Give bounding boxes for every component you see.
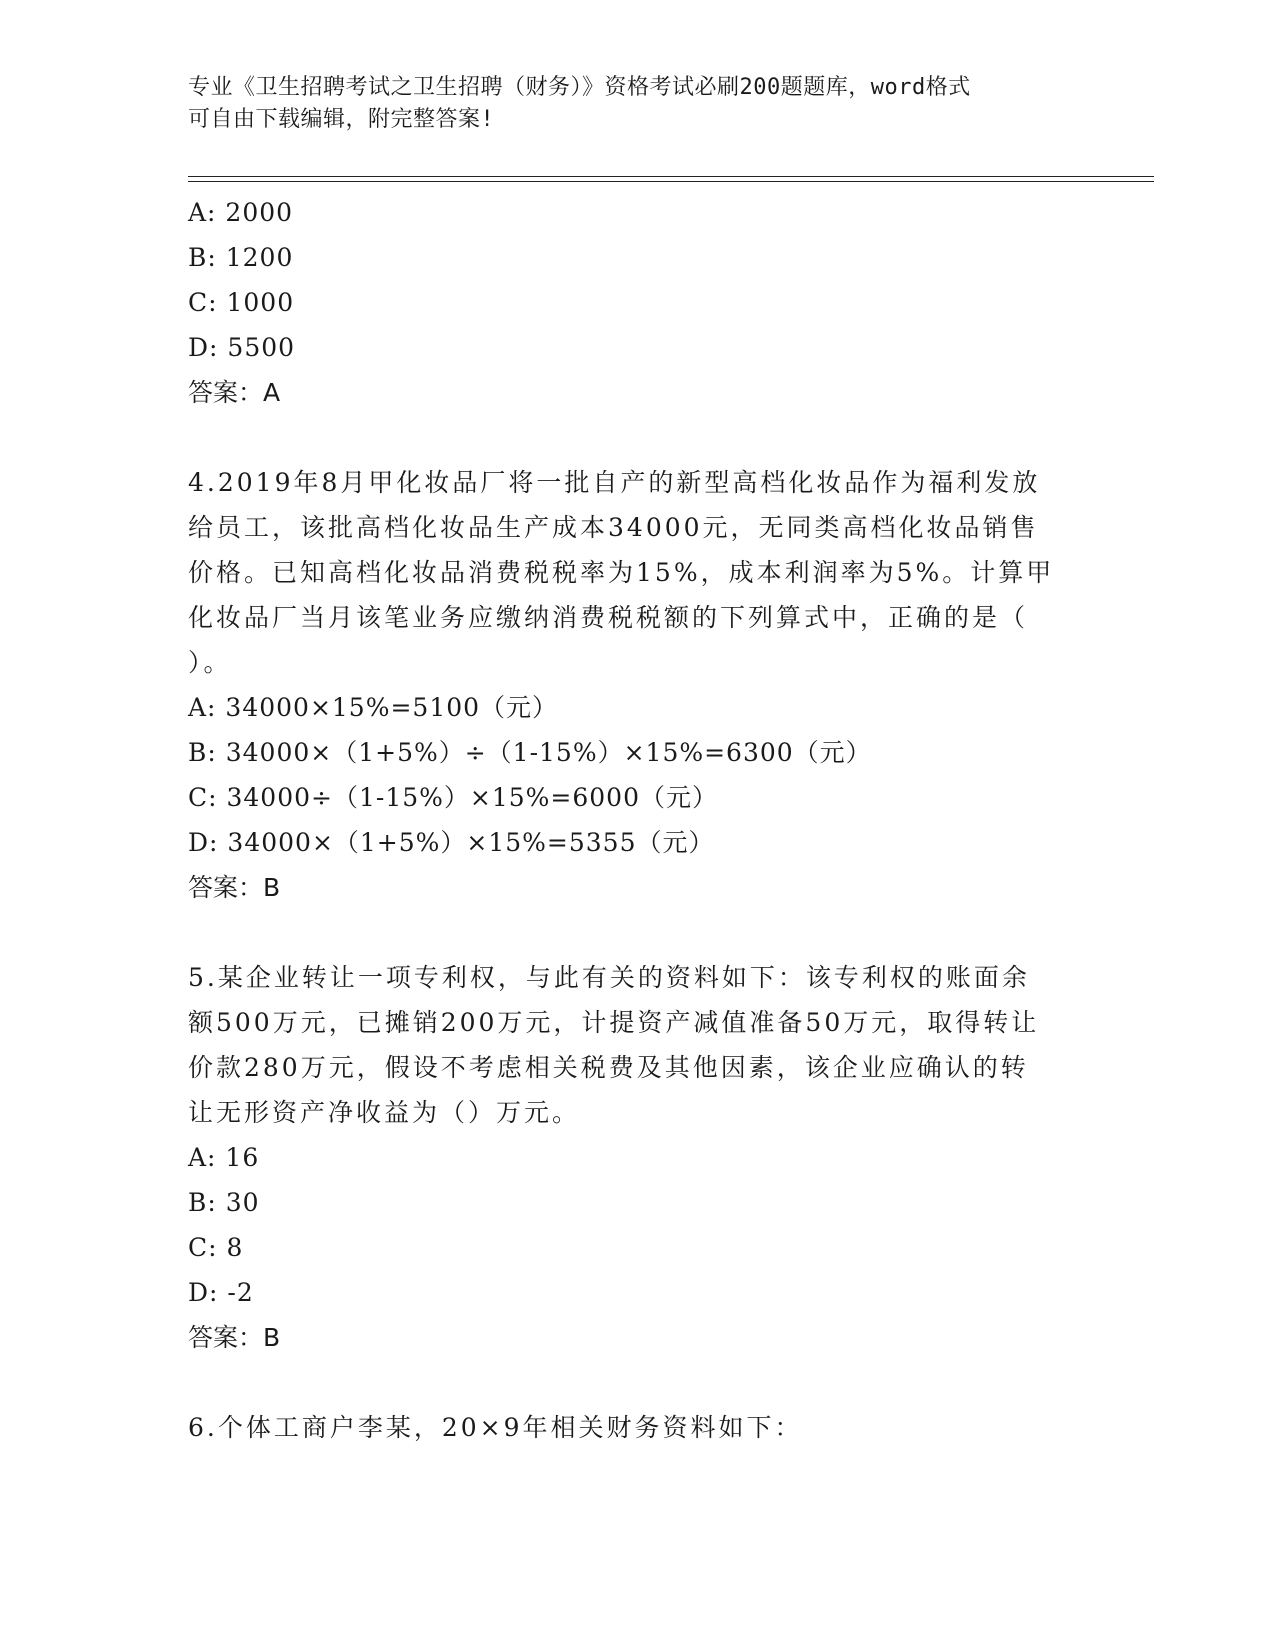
question-5 bbox=[188, 955, 1088, 1360]
question-line: 化妆品厂当月该笔业务应缴纳消费税税额的下列算式中，正确的是（ bbox=[188, 603, 1029, 632]
spacer bbox=[188, 1360, 1088, 1405]
question-text bbox=[188, 460, 1088, 685]
question-line: 价款280万元，假设不考虑相关税费及其他因素，该企业应确认的转 bbox=[188, 1053, 1029, 1082]
option-a: A: 16 bbox=[188, 1143, 260, 1172]
option-b: B: 30 bbox=[188, 1188, 260, 1217]
question-text bbox=[188, 955, 1088, 1135]
question-line: 5.某企业转让一项专利权，与此有关的资料如下：该专利权的账面余 bbox=[188, 963, 1030, 992]
header-line-2: 可自由下载编辑，附完整答案! bbox=[188, 107, 495, 132]
option-c: C: 1000 bbox=[188, 288, 295, 317]
question-line: 4.2019年8月甲化妆品厂将一批自产的新型高档化妆品作为福利发放 bbox=[188, 468, 1041, 497]
answer: 答案：A bbox=[188, 378, 281, 407]
option-a: A: 2000 bbox=[188, 198, 294, 227]
question-line: 给员工，该批高档化妆品生产成本34000元，无同类高档化妆品销售 bbox=[188, 513, 1039, 542]
page-header bbox=[188, 72, 1068, 136]
option-d: D: 34000×（1+5%）×15%=5355（元） bbox=[188, 828, 715, 857]
question-6 bbox=[188, 1405, 1088, 1450]
option-d: D: 5500 bbox=[188, 333, 296, 362]
question-line: 让无形资产净收益为（）万元。 bbox=[188, 1098, 581, 1127]
spacer bbox=[188, 415, 1088, 460]
header-line-1: 专业《卫生招聘考试之卫生招聘（财务）》资格考试必刷200题题库，word格式 bbox=[188, 75, 971, 100]
question-line: 6.个体工商户李某，20×9年相关财务资料如下： bbox=[188, 1413, 803, 1442]
question-text bbox=[188, 1405, 1088, 1450]
question-line: 额500万元，已摊销200万元，计提资产减值准备50万元，取得转让 bbox=[188, 1008, 1040, 1037]
answer: 答案：B bbox=[188, 873, 281, 902]
question-line: ）。 bbox=[188, 648, 232, 677]
option-b: B: 34000×（1+5%）÷（1-15%）×15%=6300（元） bbox=[188, 738, 872, 767]
option-c: C: 8 bbox=[188, 1233, 244, 1262]
option-d: D: -2 bbox=[188, 1278, 254, 1307]
question-4 bbox=[188, 460, 1088, 910]
option-c: C: 34000÷（1-15%）×15%=6000（元） bbox=[188, 783, 718, 812]
question-3 bbox=[188, 190, 1088, 415]
option-a: A: 34000×15%=5100（元） bbox=[188, 693, 559, 722]
header-divider bbox=[188, 176, 1154, 182]
question-line: 价格。已知高档化妆品消费税税率为15%，成本利润率为5%。计算甲 bbox=[188, 558, 1055, 587]
option-b: B: 1200 bbox=[188, 243, 294, 272]
document-body bbox=[188, 190, 1088, 1450]
answer: 答案：B bbox=[188, 1323, 281, 1352]
spacer bbox=[188, 910, 1088, 955]
